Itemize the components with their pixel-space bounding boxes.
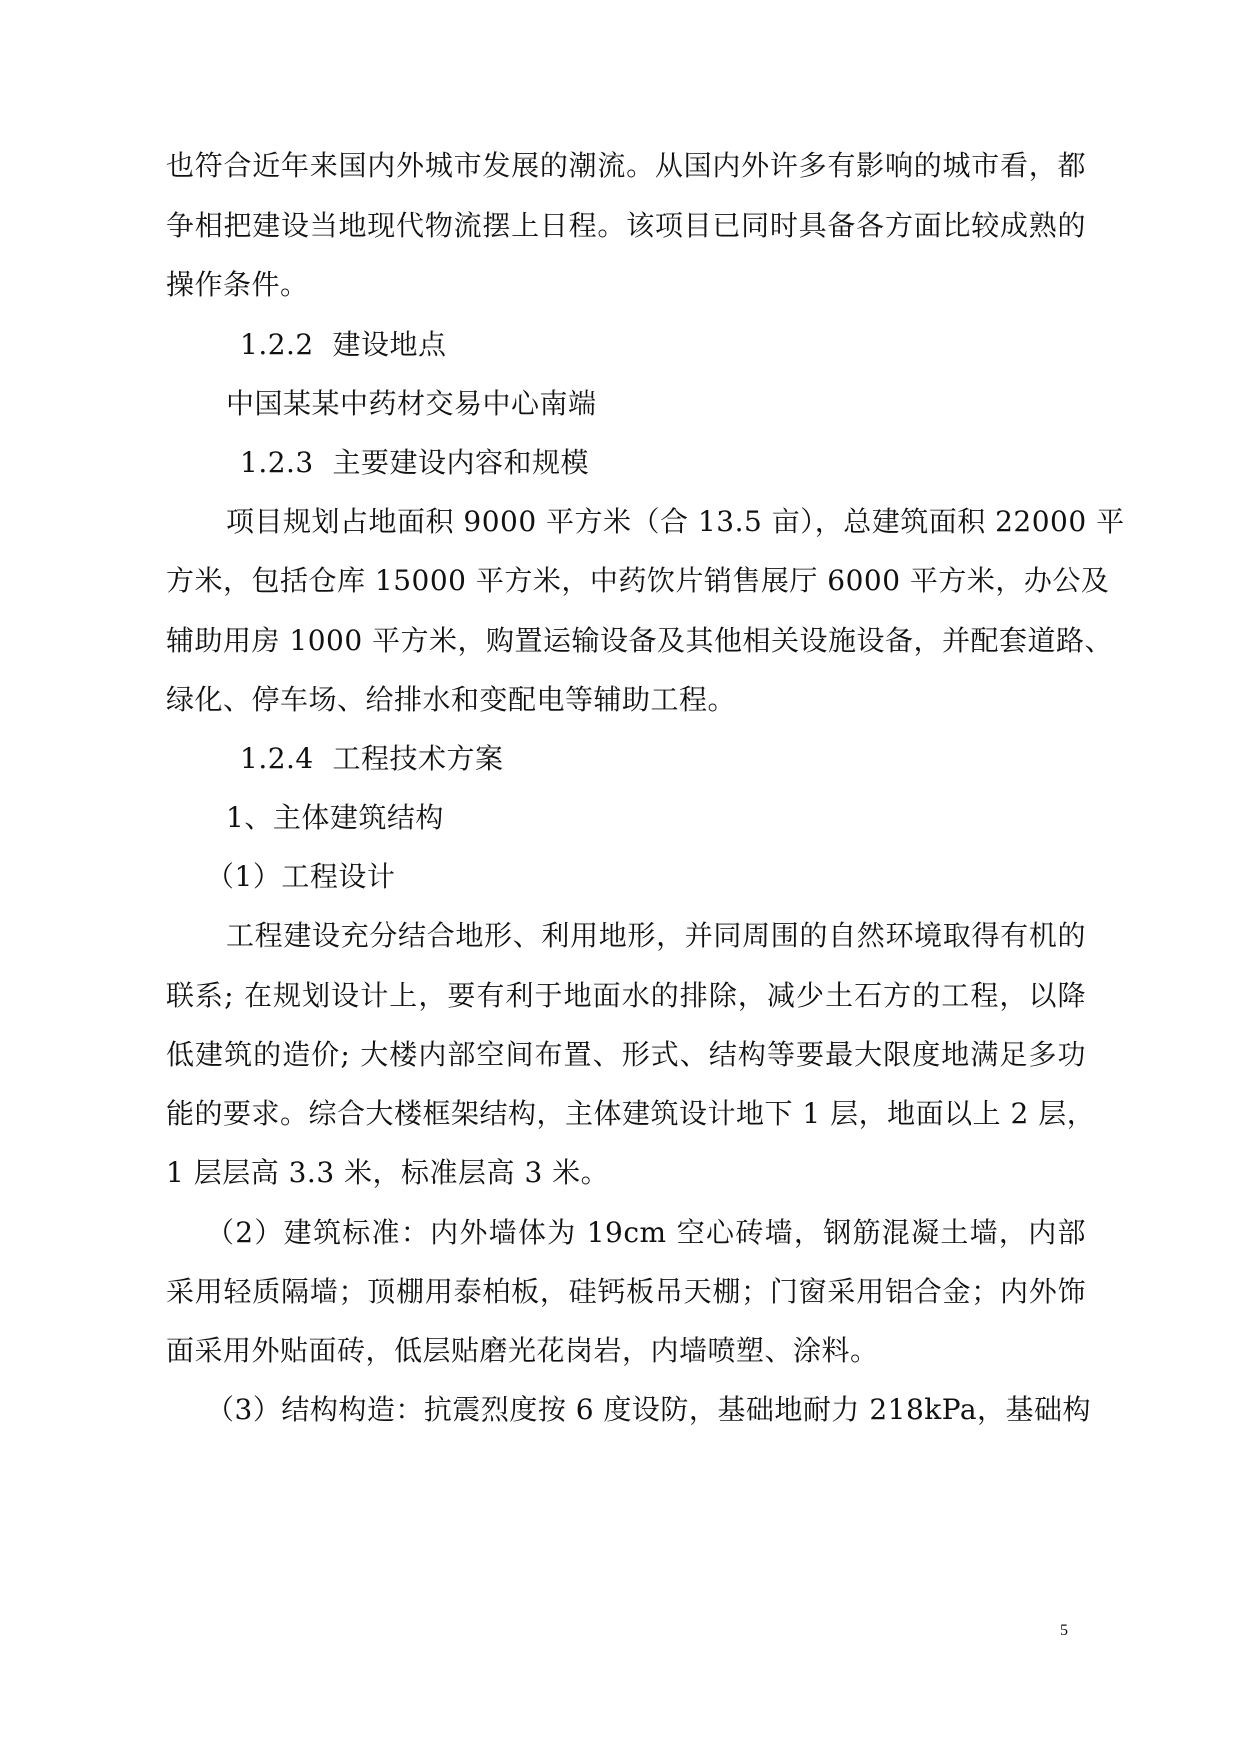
body-text-line: 能的要求。综合大楼框架结构，主体建筑设计地下 1 层，地面以上 2 层，	[166, 1097, 1096, 1130]
body-text-line: 也符合近年来国内外城市发展的潮流。从国内外许多有影响的城市看，都	[166, 149, 1086, 182]
section-heading: 1.2.3 主要建设内容和规模	[240, 446, 590, 479]
body-text-line: 中国某某中药材交易中心南端	[226, 387, 597, 420]
body-text-line: 面采用外贴面砖，低层贴磨光花岗岩，内墙喷塑、涂料。	[166, 1334, 879, 1367]
body-text-line: （2）建筑标准：内外墙体为 19cm 空心砖墙，钢筋混凝土墙，内部	[206, 1216, 1086, 1249]
body-text-line: 项目规划占地面积 9000 平方米（合 13.5 亩），总建筑面积 22000 平	[226, 505, 1125, 538]
subsection-heading: （1）工程设计	[206, 860, 396, 893]
body-text-line: 1 层层高 3.3 米，标准层高 3 米。	[166, 1156, 610, 1189]
body-text-line: 低建筑的造价; 大楼内部空间布置、形式、结构等要最大限度地满足多功	[166, 1038, 1086, 1071]
body-text-line: 争相把建设当地现代物流摆上日程。该项目已同时具备各方面比较成熟的	[166, 209, 1086, 242]
body-text-line: 工程建设充分结合地形、利用地形，并同周围的自然环境取得有机的	[226, 919, 1086, 952]
body-text-line: 联系; 在规划设计上，要有利于地面水的排除，减少土石方的工程，以降	[166, 979, 1086, 1012]
page-number: 5	[1060, 1622, 1068, 1639]
body-text-line: 采用轻质隔墙；顶棚用泰柏板，硅钙板吊天棚；门窗采用铝合金；内外饰	[166, 1275, 1086, 1308]
body-text-line: （3）结构构造：抗震烈度按 6 度设防，基础地耐力 218kPa，基础构	[206, 1393, 1092, 1426]
body-text-line: 操作条件。	[166, 268, 309, 301]
body-text-line: 绿化、停车场、给排水和变配电等辅助工程。	[166, 683, 737, 716]
body-text-line: 辅助用房 1000 平方米，购置运输设备及其他相关设施设备，并配套道路、	[166, 624, 1114, 657]
subsection-heading: 1、主体建筑结构	[226, 801, 444, 834]
section-heading: 1.2.2 建设地点	[240, 328, 447, 361]
body-text-line: 方米，包括仓库 15000 平方米，中药饮片销售展厅 6000 平方米，办公及	[166, 564, 1110, 597]
section-heading: 1.2.4 工程技术方案	[240, 742, 504, 775]
